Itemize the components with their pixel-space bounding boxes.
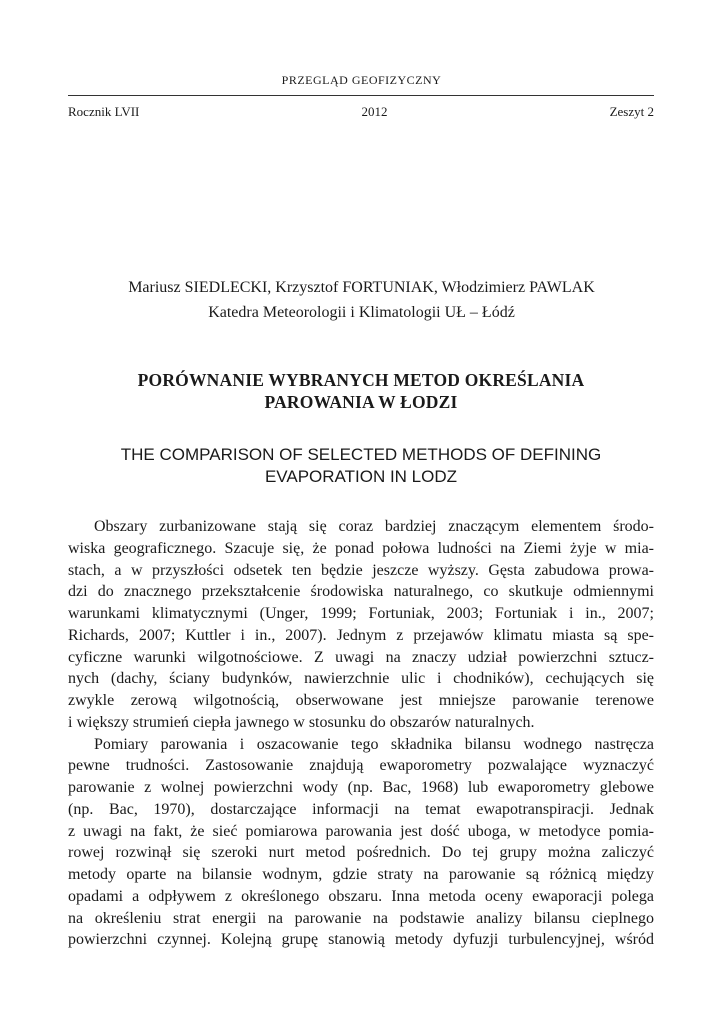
paragraph-line: pewne trudności. Zastosowanie znajdują ewaporometry pozwalające wyznaczyć [68, 757, 654, 775]
paragraph-line: (np. Bac, 1970), dostarczające informacji na temat ewapotranspiracji. Jednak [68, 800, 654, 818]
paragraph-line: cyficzne warunki wilgotnościowe. Z uwagi na znaczy udział powierzchni sztucz- [68, 648, 654, 666]
paragraph-line: stach, a w przyszłości odsetek ten będzie jeszcze wyższy. Gęsta zabudowa prowa- [68, 561, 654, 579]
title-english-line: EVAPORATION IN LODZ [264, 467, 458, 486]
paragraph-line: wiska geograficznego. Szacuje się, że ponad połowa ludności na Ziemi żyje w mia- [68, 539, 654, 557]
paragraph-line: Obszary zurbanizowane stają się coraz bardziej znaczącym elementem środo- [94, 518, 654, 535]
volume-label: Rocznik LVII [68, 104, 140, 119]
title-polish [68, 369, 654, 413]
paragraph-line: zwykle zerową wilgotnością, obserwowane jest mniejsze parowanie terenowe [68, 692, 654, 709]
paragraph-line: warunkami klimatycznymi (Unger, 1999; Fortuniak, 2003; Fortuniak i in., 2007; [68, 605, 654, 622]
paragraph-line: parowanie z wolnej powierzchni wody (np. Bac, 1968) lub ewaporometry glebowe [68, 779, 654, 796]
paragraph-line: i większy strumień ciepła jawnego w stosunku do obszarów naturalnych. [68, 713, 535, 731]
paragraph-line: rowej rozwinął się szeroki nurt metod pośrednich. Do tej grupy można zaliczyć [68, 844, 654, 862]
paragraph-line: z uwagi na fakt, że sieć pomiarowa parowania jest dość uboga, w metodyce pomia- [68, 822, 654, 840]
header-rule [68, 95, 654, 96]
title-english [68, 444, 654, 488]
paragraph-line: dzi do znacznego przekształcenie środowiska naturalnego, co skutkuje odmiennymi [68, 583, 654, 601]
paragraph-line: metody oparte na bilansie wodnym, gdzie straty na parowanie są różnicą między [68, 866, 654, 883]
authors: Mariusz SIEDLECKI, Krzysztof FORTUNIAK, Włodzimierz PAWLAK [128, 279, 595, 296]
paragraph-line: Pomiary parowania i oszacowanie tego składnika bilansu wodnego nastręcza [94, 735, 654, 753]
title-polish-line: PAROWANIA W ŁODZI [264, 392, 458, 412]
year-label: 2012 [361, 104, 388, 119]
paragraph-line: opadami a odpływem z określonego obszaru. Inna metoda oceny ewaporacji polega [68, 887, 654, 905]
issue-label: Zeszyt 2 [609, 104, 654, 119]
paragraph-line: nych (dachy, ściany budynków, nawierzchnie ulic i chodników), cechujących się [68, 670, 654, 688]
paragraph-line: Richards, 2007; Kuttler i in., 2007). Jednym z przejawów klimatu miasta są spe- [68, 626, 654, 644]
journal-title: PRZEGLĄD GEOFIZYCZNY [281, 73, 442, 87]
body-text [68, 516, 654, 951]
paragraph-line: na określeniu strat energii na parowanie na podstawie analizy bilansu cieplnego [68, 909, 654, 927]
title-english-line: THE COMPARISON OF SELECTED METHODS OF DEFINING [120, 445, 602, 464]
issue-meta [68, 104, 654, 120]
affiliation: Katedra Meteorologii i Klimatologii UŁ – Łódź [208, 304, 515, 321]
title-polish-line: PORÓWNANIE WYBRANYCH METOD OKREŚLANIA [137, 370, 585, 390]
paragraph-line: powierzchni czynnej. Kolejną grupę stanowią metody dyfuzji turbulencyjnej, wśród [68, 931, 654, 949]
